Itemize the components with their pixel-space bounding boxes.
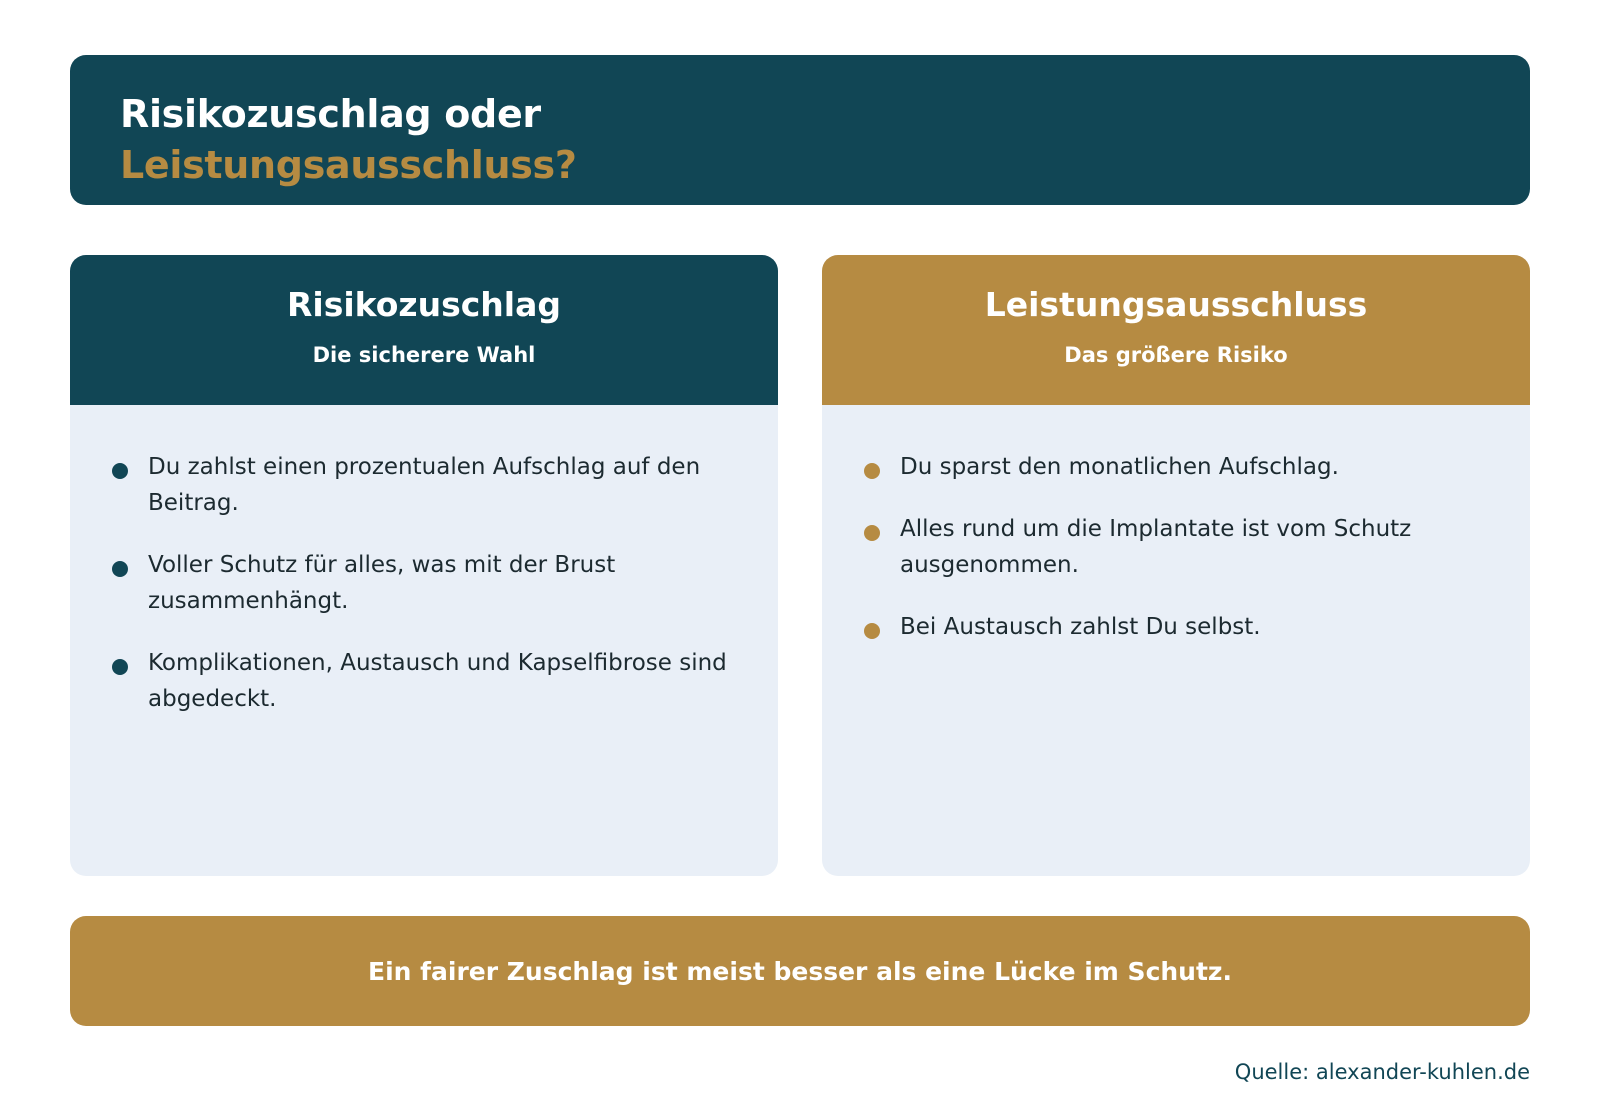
card-risikozuschlag (70, 255, 778, 876)
source-credit: Quelle: alexander-kuhlen.de (1234, 1060, 1530, 1084)
list-item-text: Du zahlst einen prozentualen Aufschlag auf den Beitrag. (148, 454, 701, 516)
list-item-text: Alles rund um die Implantate ist vom Schutz ausgenommen. (900, 516, 1412, 578)
card-header (70, 255, 778, 405)
card-subtitle: Die sicherere Wahl (312, 343, 536, 367)
header-title-line1: Risikozuschlag oder (120, 92, 541, 136)
list-item-text: Bei Austausch zahlst Du selbst. (900, 614, 1261, 640)
conclusion-banner (70, 916, 1530, 1026)
list-item (112, 645, 738, 717)
list-item-text: Du sparst den monatlichen Aufschlag. (900, 454, 1339, 480)
bullet-dot-icon (864, 623, 880, 639)
header-banner (70, 55, 1530, 205)
card-leistungsausschluss (822, 255, 1530, 876)
list-item-text: Voller Schutz für alles, was mit der Brust zusammenhängt. (148, 552, 616, 614)
bullet-dot-icon (112, 659, 128, 675)
bullet-list (822, 405, 1530, 645)
list-item (112, 449, 738, 521)
list-item (112, 547, 738, 619)
bullet-dot-icon (864, 525, 880, 541)
conclusion-text: Ein fairer Zuschlag ist meist besser als eine Lücke im Schutz. (368, 956, 1232, 986)
header-title-line2: Leistungsausschluss? (120, 143, 577, 187)
list-item (864, 511, 1490, 583)
card-title: Leistungsausschluss (984, 285, 1368, 324)
bullet-list (70, 405, 778, 717)
list-item (864, 609, 1490, 645)
bullet-dot-icon (112, 561, 128, 577)
card-subtitle: Das größere Risiko (1064, 343, 1288, 367)
card-title: Risikozuschlag (286, 285, 561, 324)
list-item-text: Komplikationen, Austausch und Kapselfibrose sind abgedeckt. (148, 650, 727, 712)
card-header (822, 255, 1530, 405)
list-item (864, 449, 1490, 485)
bullet-dot-icon (112, 463, 128, 479)
bullet-dot-icon (864, 463, 880, 479)
